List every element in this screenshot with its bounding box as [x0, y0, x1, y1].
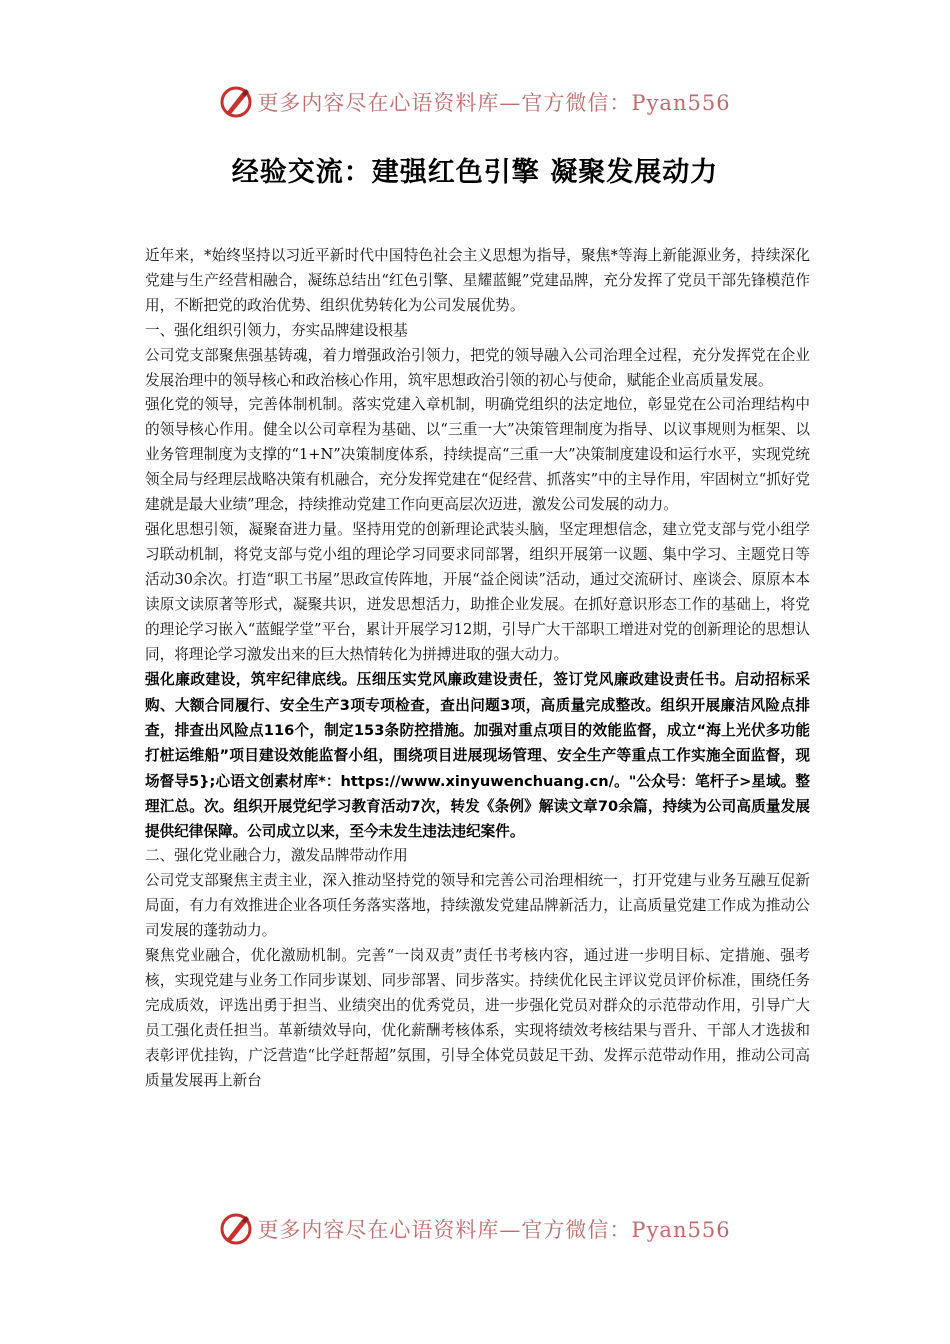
pen-nib-logo-icon: [219, 85, 253, 119]
paragraph-party-leadership: 强化党的领导，完善体制机制。落实党建入章机制，明确党组织的法定地位，彰显党在公司治理结构中的领导核心作用。健全以公司章程为基础、以“三重一大”决策管理制度为指导、以议事规则为框架、以业务管理制度为支撑的“1+N”决策制度体系，持续提高“三重一大”决策制度建设和运行水平，实现党统领全局与经理层战略决策有机融合，充分发挥党建在“促经营、抓落实”中的主导作用，牢固树立“抓好党建就是最大业绩”理念，持续推动党建工作向更高层次迈进，激发公司发展的动力。: [145, 396, 810, 514]
document-body: [145, 244, 810, 1094]
paragraph-integrity-building: 强化廉政建设，筑牢纪律底线。压细压实党风廉政建设责任，签订党风廉政建设责任书。启动招标采购、大额合同履行、安全生产3项专项检查，查出问题3项，高质量完成整改。组织开展廉洁风险点排查，排查出风险点116个，制定153条防控措施。加强对重点项目的效能监督，成立“海上光伏多功能打桩运维船”项目建设效能监督小组，围绕项目进展现场管理、安全生产等重点工作实施全面监督，现场督导5};心语文创素材库*：https://www.xinyuwenchuang.cn/。"公众号：笔杆子>星域。整理汇总。次。组织开展党纪学习教育活动7次，转发《条例》解读文章70余篇，持续为公司高质量发展提供纪律保障。公司成立以来，至今未发生违法违纪案件。: [145, 671, 810, 841]
watermark-banner-bottom: [0, 1209, 950, 1249]
pen-nib-logo-icon: [219, 1212, 253, 1246]
paragraph-section2-intro: 公司党支部聚焦主责主业，深入推动坚持党的领导和完善公司治理相统一，打开党建与业务互融互促新局面，有力有效推进企业各项任务落实落地，持续激发党建品牌新活力，让高质量党建工作成为推动公司发展的蓬勃动力。: [145, 872, 810, 940]
intro-paragraph: 近年来，*始终坚持以习近平新时代中国特色社会主义思想为指导，聚焦*等海上新能源业务，持续深化党建与生产经营相融合，凝练总结出“红色引擎、星耀蓝鲲”党建品牌，充分发挥了党员干部先锋模范作用，不断把党的政治优势、组织优势转化为公司发展优势。: [145, 247, 810, 314]
section-heading-2: 二、强化党业融合力，激发品牌带动作用: [145, 847, 408, 865]
paragraph-incentive-mechanism: 聚焦党业融合，优化激励机制。完善“一岗双责”责任书考核内容，通过进一步明目标、定措施、强考核，实现党建与业务工作同步谋划、同步部署、同步落实。持续优化民主评议党员评价标准，围绕任务完成质效，评选出勇于担当、业绩突出的优秀党员，进一步强化党员对群众的示范带动作用，引导广大员工强化责任担当。革新绩效导向，优化薪酬考核体系，实现将绩效考核结果与晋升、干部人才选拔和表彰评优挂钩，广泛营造“比学赶帮超”氛围，引导全体党员鼓足干劲、发挥示范带动作用，推动公司高质量发展再上新台: [145, 947, 810, 1089]
paragraph-ideological-guidance: 强化思想引领，凝聚奋进力量。坚持用党的创新理论武装头脑，坚定理想信念，建立党支部与党小组学习联动机制，将党支部与党小组的理论学习同要求同部署，组织开展第一议题、集中学习、主题党日等活动30余次。打造“职工书屋”思政宣传阵地，开展“益企阅读”活动，通过交流研讨、座谈会、原原本本读原文读原著等形式，凝聚共识，迸发思想活力，助推企业发展。在抓好意识形态工作的基础上，将党的理论学习嵌入“蓝鲲学堂”平台，累计开展学习12期，引导广大干部职工增进对党的创新理论的思想认同，将理论学习激发出来的巨大热情转化为拼搏进取的强大动力。: [145, 520, 810, 663]
paragraph-section1-intro: 公司党支部聚焦强基铸魂，着力增强政治引领力，把党的领导融入公司治理全过程，充分发挥党在企业发展治理中的领导核心和政治核心作用，筑牢思想政治引领的初心与使命，赋能企业高质量发展。: [145, 346, 810, 389]
watermark-text: 更多内容尽在心语资料库—官方微信：Pyan556: [257, 1218, 731, 1242]
watermark-text: 更多内容尽在心语资料库—官方微信：Pyan556: [257, 91, 731, 115]
section-heading-1: 一、强化组织引领力，夯实品牌建设根基: [145, 321, 408, 339]
watermark-banner-top: [0, 82, 950, 122]
document-title: 经验交流：建强红色引擎 凝聚发展动力: [231, 157, 719, 188]
